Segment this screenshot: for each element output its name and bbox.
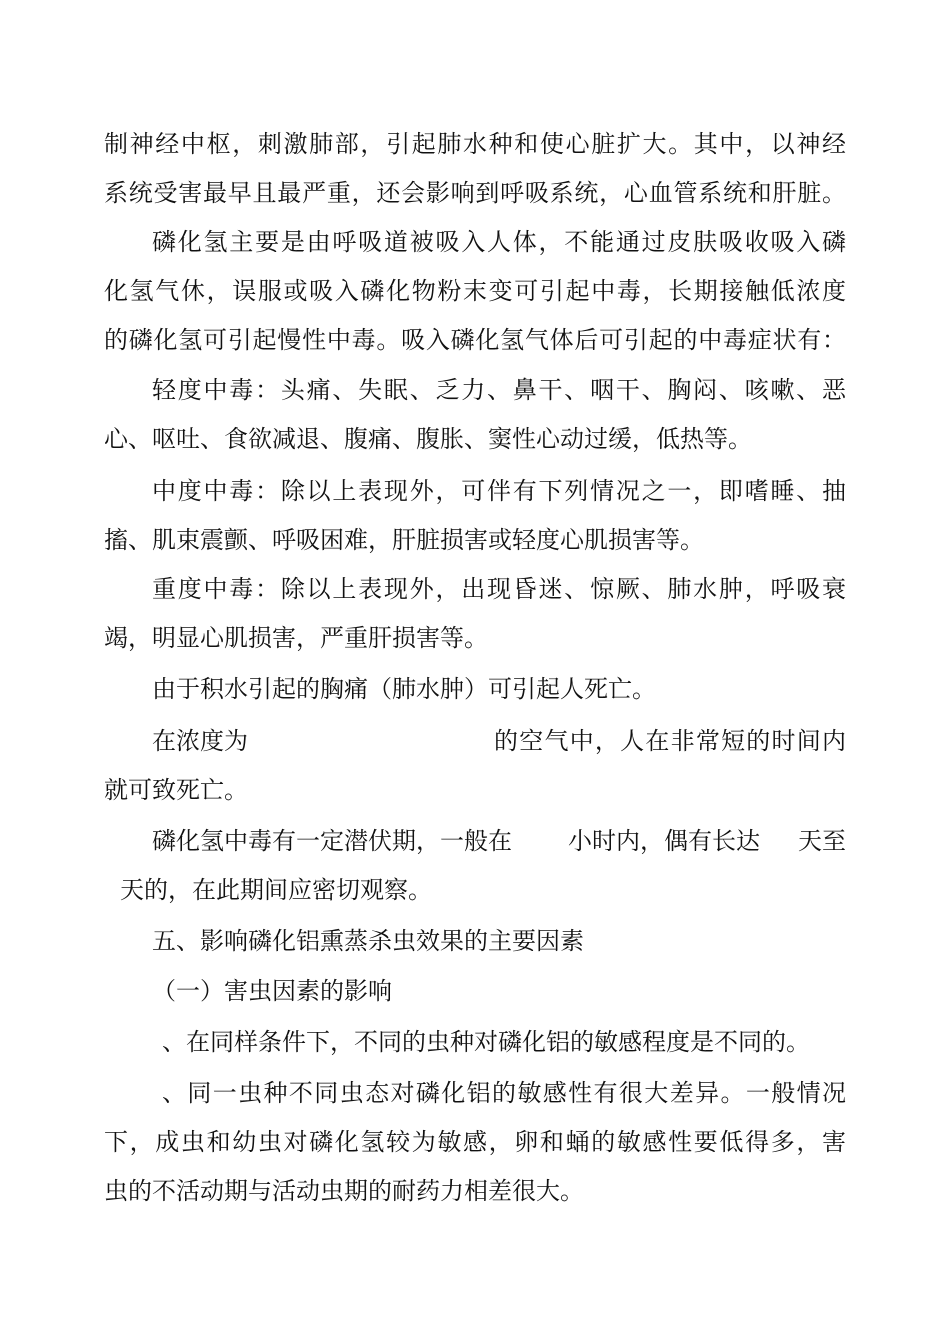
text-segment: 小时内，偶有长达: [568, 827, 760, 855]
text-segment: 的空气中，人在非常短的时间内: [494, 727, 846, 755]
text-line: 中度中毒：除以上表现外，可伴有下列情况之一，即嗜睡、抽: [152, 477, 846, 505]
text-line: 磷化氢主要是由呼吸道被吸入人体，不能通过皮肤吸收吸入磷: [152, 228, 846, 256]
subsection-heading: （一）害虫因素的影响: [152, 977, 392, 1005]
text-line: 虫的不活动期与活动虫期的耐药力相差很大。: [104, 1177, 584, 1205]
text-line: 由于积水引起的胸痛（肺水肿）可引起人死亡。: [152, 675, 656, 703]
text-segment: 磷化氢中毒有一定潜伏期，一般在: [152, 827, 512, 855]
text-line: 、在同样条件下，不同的虫种对磷化铝的敏感程度是不同的。: [162, 1028, 810, 1056]
text-line: 天的，在此期间应密切观察。: [120, 876, 432, 904]
text-segment: 在浓度为: [152, 727, 248, 755]
text-line: 下，成虫和幼虫对磷化氢较为敏感，卵和蛹的敏感性要低得多，害: [104, 1128, 846, 1156]
text-line: 心、呕吐、食欲减退、腹痛、腹胀、窦性心动过缓，低热等。: [104, 425, 752, 453]
text-line-latency: [104, 823, 846, 859]
text-line: 制神经中枢，刺激肺部，引起肺水种和使心脏扩大。其中，以神经: [104, 130, 846, 158]
text-line: 、同一虫种不同虫态对磷化铝的敏感性有很大差异。一般情况: [162, 1079, 846, 1107]
text-segment: 天至: [798, 827, 846, 855]
text-line: 搐、肌束震颤、呼吸困难，肝脏损害或轻度心肌损害等。: [104, 526, 704, 554]
text-line: 竭，明显心肌损害，严重肝损害等。: [104, 624, 488, 652]
text-line: 化氢气休，误服或吸入磷化物粉末变可引起中毒，长期接触低浓度: [104, 277, 846, 305]
text-line: 系统受害最早且最严重，还会影响到呼吸系统，心血管系统和肝脏。: [104, 179, 846, 207]
section-heading: 五、影响磷化铝熏蒸杀虫效果的主要因素: [152, 927, 584, 955]
text-line: 轻度中毒：头痛、失眠、乏力、鼻干、咽干、胸闷、咳嗽、恶: [152, 376, 846, 404]
text-line-concentration: [104, 723, 846, 759]
text-line: 重度中毒：除以上表现外，出现昏迷、惊厥、肺水肿，呼吸衰: [152, 575, 846, 603]
text-line: 的磷化氢可引起慢性中毒。吸入磷化氢气体后可引起的中毒症状有：: [104, 326, 846, 354]
text-line: 就可致死亡。: [104, 776, 248, 804]
